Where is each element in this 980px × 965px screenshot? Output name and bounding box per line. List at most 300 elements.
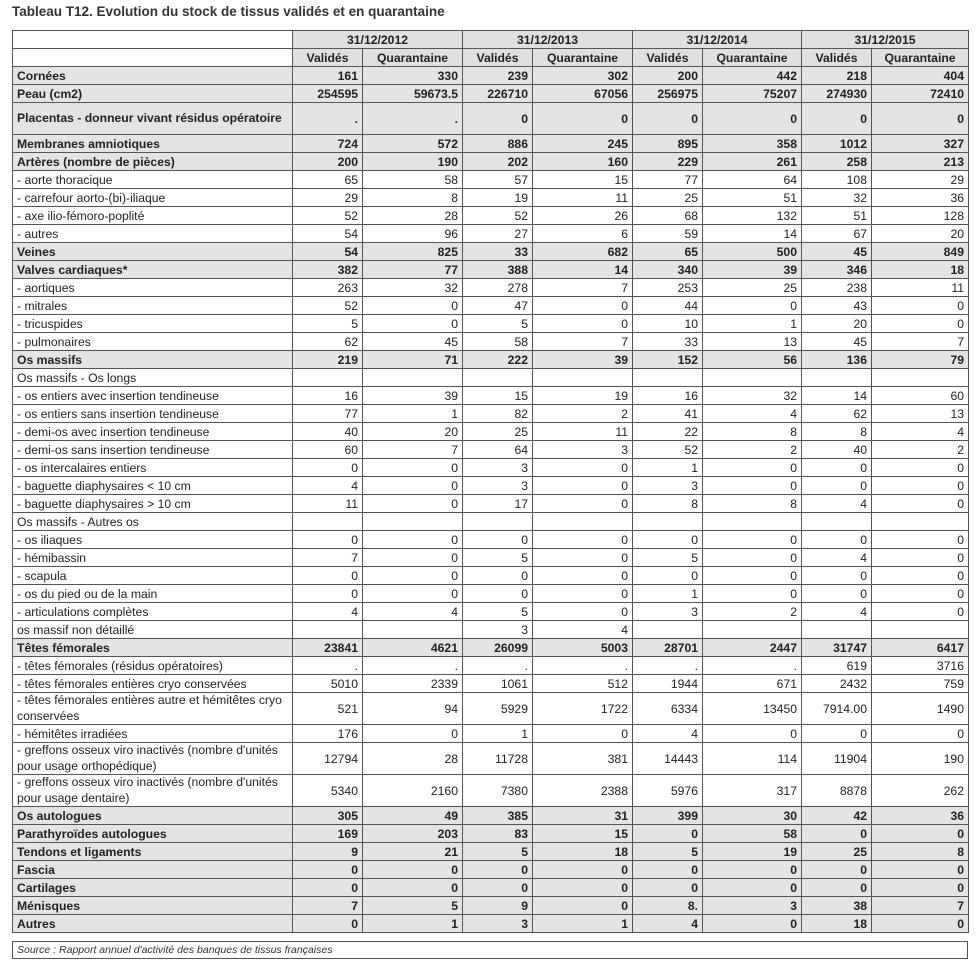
value-cell: 238 bbox=[802, 279, 872, 297]
table-row bbox=[13, 297, 969, 315]
row-label: Ménisques bbox=[13, 897, 293, 915]
value-cell: 1 bbox=[703, 315, 802, 333]
value-cell: 239 bbox=[463, 67, 533, 85]
value-cell: 302 bbox=[533, 67, 633, 85]
value-cell: 0 bbox=[872, 567, 969, 585]
table-row bbox=[13, 775, 969, 807]
value-cell: 54 bbox=[293, 225, 363, 243]
value-cell bbox=[463, 369, 533, 387]
table-row bbox=[13, 603, 969, 621]
value-cell: 9 bbox=[293, 843, 363, 861]
table-row bbox=[13, 585, 969, 603]
row-label: - mitrales bbox=[13, 297, 293, 315]
value-cell: 42 bbox=[802, 807, 872, 825]
value-cell: 0 bbox=[802, 585, 872, 603]
value-cell: 4 bbox=[633, 725, 703, 743]
value-cell: 2339 bbox=[363, 675, 463, 693]
year-header: 31/12/2014 bbox=[633, 31, 802, 49]
value-cell: 65 bbox=[633, 243, 703, 261]
year-header: 31/12/2012 bbox=[293, 31, 463, 49]
value-cell: 0 bbox=[802, 567, 872, 585]
value-cell: 5 bbox=[633, 843, 703, 861]
row-label: - os entiers avec insertion tendineuse bbox=[13, 387, 293, 405]
value-cell: 0 bbox=[703, 915, 802, 933]
value-cell: 28 bbox=[363, 207, 463, 225]
value-cell: 152 bbox=[633, 351, 703, 369]
value-cell: 32 bbox=[363, 279, 463, 297]
value-cell: 382 bbox=[293, 261, 363, 279]
value-cell: 29 bbox=[293, 189, 363, 207]
table-row bbox=[13, 423, 969, 441]
value-cell bbox=[802, 369, 872, 387]
value-cell: 20 bbox=[363, 423, 463, 441]
table-row bbox=[13, 861, 969, 879]
subheader-valides: Validés bbox=[633, 49, 703, 67]
row-label: Valves cardiaques* bbox=[13, 261, 293, 279]
value-cell: 4 bbox=[802, 549, 872, 567]
value-cell: 49 bbox=[363, 807, 463, 825]
value-cell: 7 bbox=[872, 897, 969, 915]
value-cell: 0 bbox=[872, 549, 969, 567]
table-row bbox=[13, 513, 969, 531]
value-cell: 2 bbox=[533, 405, 633, 423]
value-cell: 17 bbox=[463, 495, 533, 513]
value-cell: 0 bbox=[463, 585, 533, 603]
table-row bbox=[13, 333, 969, 351]
value-cell: 0 bbox=[363, 531, 463, 549]
value-cell: 0 bbox=[802, 879, 872, 897]
value-cell: 79 bbox=[872, 351, 969, 369]
value-cell: 33 bbox=[633, 333, 703, 351]
value-cell: 0 bbox=[363, 861, 463, 879]
value-cell bbox=[293, 369, 363, 387]
row-label: - axe ilio-fémoro-poplité bbox=[13, 207, 293, 225]
table-row bbox=[13, 153, 969, 171]
value-cell: 38 bbox=[802, 897, 872, 915]
subheader-quarantaine: Quarantaine bbox=[872, 49, 969, 67]
value-cell: 0 bbox=[633, 879, 703, 897]
value-cell: 18 bbox=[533, 843, 633, 861]
value-cell: 128 bbox=[872, 207, 969, 225]
value-cell: 190 bbox=[363, 153, 463, 171]
value-cell: 3 bbox=[703, 897, 802, 915]
value-cell: 825 bbox=[363, 243, 463, 261]
table-row bbox=[13, 67, 969, 85]
row-label: - hémitêtes irradiées bbox=[13, 725, 293, 743]
value-cell: 0 bbox=[633, 531, 703, 549]
value-cell: 7 bbox=[293, 549, 363, 567]
value-cell: 682 bbox=[533, 243, 633, 261]
value-cell: 0 bbox=[463, 103, 533, 135]
value-cell: 5 bbox=[633, 549, 703, 567]
value-cell: 0 bbox=[363, 495, 463, 513]
value-cell bbox=[633, 621, 703, 639]
row-label: - baguette diaphysaires < 10 cm bbox=[13, 477, 293, 495]
value-cell: 0 bbox=[802, 103, 872, 135]
subheader-valides: Validés bbox=[293, 49, 363, 67]
value-cell: 4 bbox=[293, 477, 363, 495]
table-row bbox=[13, 459, 969, 477]
value-cell: 0 bbox=[363, 459, 463, 477]
table-row bbox=[13, 279, 969, 297]
row-label: - articulations complètes bbox=[13, 603, 293, 621]
value-cell: 203 bbox=[363, 825, 463, 843]
table-row bbox=[13, 657, 969, 675]
row-label: Tendons et ligaments bbox=[13, 843, 293, 861]
value-cell: 0 bbox=[872, 879, 969, 897]
value-cell: 346 bbox=[802, 261, 872, 279]
table-row bbox=[13, 225, 969, 243]
value-cell: 0 bbox=[703, 585, 802, 603]
value-cell: 3 bbox=[633, 477, 703, 495]
value-cell: 10 bbox=[633, 315, 703, 333]
value-cell: 31747 bbox=[802, 639, 872, 657]
value-cell: 0 bbox=[463, 879, 533, 897]
value-cell: 5 bbox=[463, 843, 533, 861]
value-cell: 278 bbox=[463, 279, 533, 297]
value-cell: 0 bbox=[703, 879, 802, 897]
value-cell: 0 bbox=[703, 477, 802, 495]
row-label: Os massifs - Os longs bbox=[13, 369, 293, 387]
value-cell: 22 bbox=[633, 423, 703, 441]
value-cell: 29 bbox=[872, 171, 969, 189]
value-cell bbox=[872, 369, 969, 387]
value-cell: 1061 bbox=[463, 675, 533, 693]
value-cell: 7 bbox=[533, 333, 633, 351]
value-cell: 305 bbox=[293, 807, 363, 825]
value-cell: 44 bbox=[633, 297, 703, 315]
row-label: - os entiers sans insertion tendineuse bbox=[13, 405, 293, 423]
value-cell: 0 bbox=[872, 297, 969, 315]
value-cell: 52 bbox=[463, 207, 533, 225]
value-cell: 849 bbox=[872, 243, 969, 261]
value-cell bbox=[872, 621, 969, 639]
value-cell bbox=[872, 513, 969, 531]
value-cell: 31 bbox=[533, 807, 633, 825]
value-cell: 0 bbox=[802, 861, 872, 879]
value-cell: 340 bbox=[633, 261, 703, 279]
table-container bbox=[12, 30, 968, 933]
value-cell: 6417 bbox=[872, 639, 969, 657]
value-cell: 5 bbox=[463, 603, 533, 621]
value-cell: 14 bbox=[533, 261, 633, 279]
value-cell: 4 bbox=[293, 603, 363, 621]
value-cell: 2 bbox=[703, 603, 802, 621]
value-cell: 62 bbox=[293, 333, 363, 351]
value-cell: 0 bbox=[703, 725, 802, 743]
value-cell: 39 bbox=[363, 387, 463, 405]
value-cell: 258 bbox=[802, 153, 872, 171]
value-cell: 213 bbox=[872, 153, 969, 171]
value-cell: 1944 bbox=[633, 675, 703, 693]
value-cell: 5929 bbox=[463, 693, 533, 725]
value-cell: 11 bbox=[533, 189, 633, 207]
value-cell: 0 bbox=[872, 459, 969, 477]
value-cell bbox=[463, 513, 533, 531]
value-cell: 0 bbox=[533, 459, 633, 477]
row-label: - os iliaques bbox=[13, 531, 293, 549]
value-cell: 0 bbox=[872, 915, 969, 933]
value-cell: . bbox=[463, 657, 533, 675]
value-cell: 13 bbox=[703, 333, 802, 351]
value-cell: 0 bbox=[363, 549, 463, 567]
value-cell: 4621 bbox=[363, 639, 463, 657]
value-cell: 5003 bbox=[533, 639, 633, 657]
value-cell: 83 bbox=[463, 825, 533, 843]
value-cell: 18 bbox=[802, 915, 872, 933]
row-label: Os massifs bbox=[13, 351, 293, 369]
table-row bbox=[13, 387, 969, 405]
value-cell: 7914.00 bbox=[802, 693, 872, 725]
row-label: - os intercalaires entiers bbox=[13, 459, 293, 477]
value-cell: 51 bbox=[703, 189, 802, 207]
value-cell: 40 bbox=[802, 441, 872, 459]
row-label: Os autologues bbox=[13, 807, 293, 825]
value-cell: 161 bbox=[293, 67, 363, 85]
value-cell: 82 bbox=[463, 405, 533, 423]
value-cell: 1 bbox=[633, 459, 703, 477]
row-label: - greffons osseux viro inactivés (nombre d'unités pour usage dentaire) bbox=[13, 775, 293, 807]
row-label: - hémibassin bbox=[13, 549, 293, 567]
row-label: - aortiques bbox=[13, 279, 293, 297]
value-cell: 0 bbox=[872, 861, 969, 879]
value-cell: 4 bbox=[533, 621, 633, 639]
value-cell: 619 bbox=[802, 657, 872, 675]
value-cell: 45 bbox=[802, 333, 872, 351]
value-cell: 67056 bbox=[533, 85, 633, 103]
value-cell: 0 bbox=[703, 297, 802, 315]
table-row bbox=[13, 315, 969, 333]
year-header: 31/12/2013 bbox=[463, 31, 633, 49]
value-cell: 0 bbox=[363, 585, 463, 603]
table-row bbox=[13, 675, 969, 693]
value-cell: 0 bbox=[872, 531, 969, 549]
table-row bbox=[13, 189, 969, 207]
value-cell: 4 bbox=[802, 495, 872, 513]
value-cell: 20 bbox=[802, 315, 872, 333]
value-cell: 72410 bbox=[872, 85, 969, 103]
value-cell: 36 bbox=[872, 807, 969, 825]
value-cell: 0 bbox=[533, 495, 633, 513]
value-cell: 13 bbox=[872, 405, 969, 423]
value-cell bbox=[802, 513, 872, 531]
subheader-quarantaine: Quarantaine bbox=[703, 49, 802, 67]
value-cell: 7 bbox=[872, 333, 969, 351]
subheader-quarantaine: Quarantaine bbox=[363, 49, 463, 67]
table-row bbox=[13, 495, 969, 513]
value-cell: 19 bbox=[703, 843, 802, 861]
value-cell: 0 bbox=[463, 531, 533, 549]
value-cell: 64 bbox=[463, 441, 533, 459]
value-cell: 8 bbox=[703, 423, 802, 441]
value-cell: 512 bbox=[533, 675, 633, 693]
value-cell: 0 bbox=[363, 879, 463, 897]
value-cell: 18 bbox=[872, 261, 969, 279]
value-cell: 4 bbox=[703, 405, 802, 423]
value-cell: 8878 bbox=[802, 775, 872, 807]
value-cell: 25 bbox=[802, 843, 872, 861]
value-cell: 25 bbox=[703, 279, 802, 297]
row-label: os massif non détaillé bbox=[13, 621, 293, 639]
value-cell: 23841 bbox=[293, 639, 363, 657]
value-cell: 0 bbox=[463, 861, 533, 879]
value-cell: 261 bbox=[703, 153, 802, 171]
value-cell: 2 bbox=[703, 441, 802, 459]
value-cell: 176 bbox=[293, 725, 363, 743]
value-cell: 0 bbox=[533, 315, 633, 333]
value-cell: 58 bbox=[463, 333, 533, 351]
value-cell: 11 bbox=[872, 279, 969, 297]
row-label: Parathyroïdes autologues bbox=[13, 825, 293, 843]
year-header: 31/12/2015 bbox=[802, 31, 969, 49]
value-cell: 54 bbox=[293, 243, 363, 261]
value-cell: 3 bbox=[463, 459, 533, 477]
value-cell bbox=[802, 621, 872, 639]
value-cell: 0 bbox=[872, 585, 969, 603]
value-cell: . bbox=[703, 657, 802, 675]
value-cell: 4 bbox=[363, 603, 463, 621]
value-cell: 0 bbox=[363, 315, 463, 333]
value-cell: 5976 bbox=[633, 775, 703, 807]
value-cell: 19 bbox=[533, 387, 633, 405]
value-cell: 60 bbox=[872, 387, 969, 405]
value-cell: 200 bbox=[633, 67, 703, 85]
value-cell: 263 bbox=[293, 279, 363, 297]
table-row bbox=[13, 477, 969, 495]
value-cell: 0 bbox=[703, 567, 802, 585]
value-cell: 7380 bbox=[463, 775, 533, 807]
value-cell: 8. bbox=[633, 897, 703, 915]
value-cell: 108 bbox=[802, 171, 872, 189]
value-cell: 3 bbox=[633, 603, 703, 621]
value-cell: 25 bbox=[633, 189, 703, 207]
value-cell: 28701 bbox=[633, 639, 703, 657]
table-row bbox=[13, 639, 969, 657]
row-label: - os du pied ou de la main bbox=[13, 585, 293, 603]
value-cell: 58 bbox=[363, 171, 463, 189]
value-cell: 52 bbox=[293, 207, 363, 225]
value-cell: 28 bbox=[363, 743, 463, 775]
value-cell: 25 bbox=[463, 423, 533, 441]
value-cell: 0 bbox=[363, 567, 463, 585]
row-label: Cornées bbox=[13, 67, 293, 85]
value-cell: 77 bbox=[633, 171, 703, 189]
value-cell: 274930 bbox=[802, 85, 872, 103]
value-cell: 0 bbox=[293, 585, 363, 603]
value-cell: 1012 bbox=[802, 135, 872, 153]
value-cell: 895 bbox=[633, 135, 703, 153]
value-cell bbox=[533, 513, 633, 531]
value-cell bbox=[633, 369, 703, 387]
value-cell: 43 bbox=[802, 297, 872, 315]
table-row bbox=[13, 693, 969, 725]
value-cell: 219 bbox=[293, 351, 363, 369]
value-cell: 9 bbox=[463, 897, 533, 915]
table-row bbox=[13, 549, 969, 567]
value-cell: . bbox=[533, 657, 633, 675]
value-cell: 1722 bbox=[533, 693, 633, 725]
value-cell: 256975 bbox=[633, 85, 703, 103]
value-cell: 52 bbox=[633, 441, 703, 459]
row-label: Veines bbox=[13, 243, 293, 261]
row-label: Membranes amniotiques bbox=[13, 135, 293, 153]
value-cell: 0 bbox=[533, 725, 633, 743]
value-cell: 0 bbox=[703, 549, 802, 567]
value-cell: 59 bbox=[633, 225, 703, 243]
value-cell: 1 bbox=[363, 915, 463, 933]
table-row bbox=[13, 879, 969, 897]
value-cell: 5 bbox=[363, 897, 463, 915]
value-cell: 60 bbox=[293, 441, 363, 459]
value-cell: 245 bbox=[533, 135, 633, 153]
value-cell bbox=[633, 513, 703, 531]
row-label: - demi-os avec insertion tendineuse bbox=[13, 423, 293, 441]
header-corner bbox=[13, 31, 293, 49]
value-cell: 0 bbox=[872, 603, 969, 621]
value-cell: 19 bbox=[463, 189, 533, 207]
value-cell: 226710 bbox=[463, 85, 533, 103]
value-cell bbox=[363, 369, 463, 387]
value-cell: 4 bbox=[633, 915, 703, 933]
value-cell: 32 bbox=[703, 387, 802, 405]
value-cell: 32 bbox=[802, 189, 872, 207]
value-cell: 3 bbox=[463, 621, 533, 639]
value-cell: 0 bbox=[633, 103, 703, 135]
value-cell: 0 bbox=[802, 725, 872, 743]
value-cell: 0 bbox=[633, 567, 703, 585]
row-label: Peau (cm2) bbox=[13, 85, 293, 103]
value-cell: . bbox=[633, 657, 703, 675]
value-cell: 572 bbox=[363, 135, 463, 153]
value-cell: 11728 bbox=[463, 743, 533, 775]
value-cell: 15 bbox=[533, 171, 633, 189]
value-cell: 404 bbox=[872, 67, 969, 85]
table-title: Tableau T12. Evolution du stock de tissus validés et en quarantaine bbox=[12, 4, 445, 19]
value-cell: 0 bbox=[533, 531, 633, 549]
value-cell: 0 bbox=[363, 477, 463, 495]
value-cell: 12794 bbox=[293, 743, 363, 775]
value-cell: 2388 bbox=[533, 775, 633, 807]
value-cell: 0 bbox=[872, 477, 969, 495]
value-cell: . bbox=[363, 657, 463, 675]
value-cell: 2432 bbox=[802, 675, 872, 693]
value-cell: 30 bbox=[703, 807, 802, 825]
value-cell: 0 bbox=[703, 861, 802, 879]
value-cell: 0 bbox=[533, 897, 633, 915]
value-cell: 40 bbox=[293, 423, 363, 441]
value-cell: 41 bbox=[633, 405, 703, 423]
value-cell: 26099 bbox=[463, 639, 533, 657]
value-cell: 500 bbox=[703, 243, 802, 261]
value-cell: 0 bbox=[872, 825, 969, 843]
value-cell: 5 bbox=[293, 315, 363, 333]
row-label: - autres bbox=[13, 225, 293, 243]
table-body bbox=[13, 67, 969, 933]
value-cell: 8 bbox=[703, 495, 802, 513]
value-cell: 671 bbox=[703, 675, 802, 693]
value-cell: 0 bbox=[633, 861, 703, 879]
value-cell: 0 bbox=[363, 297, 463, 315]
value-cell: 5 bbox=[463, 315, 533, 333]
value-cell: 399 bbox=[633, 807, 703, 825]
row-label: - têtes fémorales (résidus opératoires) bbox=[13, 657, 293, 675]
value-cell: 229 bbox=[633, 153, 703, 171]
value-cell: 75207 bbox=[703, 85, 802, 103]
value-cell: 317 bbox=[703, 775, 802, 807]
value-cell: 11 bbox=[293, 495, 363, 513]
value-cell: 0 bbox=[533, 567, 633, 585]
row-label: Têtes fémorales bbox=[13, 639, 293, 657]
